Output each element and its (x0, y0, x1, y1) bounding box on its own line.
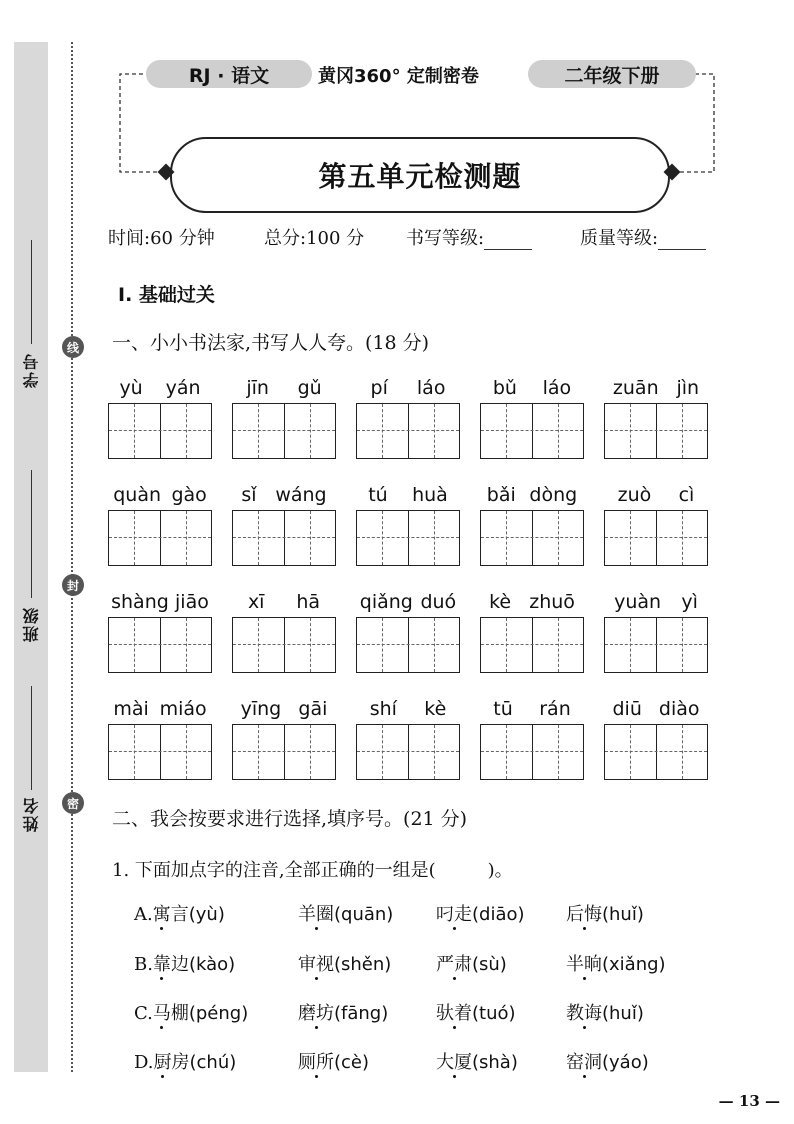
writing-box[interactable] (604, 617, 708, 673)
pinyin: pí (370, 377, 388, 399)
option-word (566, 900, 644, 926)
writing-box[interactable] (356, 403, 460, 459)
guide-line-v (434, 404, 435, 458)
guide-line-h (109, 430, 211, 431)
guide-line-v (134, 725, 135, 779)
grade-tag: 二年级下册 (528, 60, 696, 88)
pinyin: diū (612, 698, 642, 720)
pinyin: mài (113, 698, 149, 720)
dotted-word: 审视 (298, 954, 334, 975)
pinyin: (sù) (472, 954, 507, 975)
dotted-char: 寓 (152, 904, 171, 925)
dotted-word: 羊圈 (298, 904, 334, 925)
pinyin: yù (119, 377, 143, 399)
dotted-word: 教诲 (566, 1003, 602, 1024)
pinyin: (chú) (189, 1052, 237, 1073)
option-c[interactable] (134, 999, 248, 1025)
guide-line-v (310, 618, 311, 672)
pinyin: (fāng) (334, 1003, 389, 1024)
guide-line-h (481, 430, 583, 431)
writing-box[interactable] (108, 510, 212, 566)
guide-line-v (134, 618, 135, 672)
dotted-word: 厕所 (298, 1052, 334, 1073)
class-line (31, 470, 32, 598)
pinyin: jìn (676, 377, 700, 399)
guide-line-h (605, 430, 707, 431)
pinyin-pair (356, 591, 460, 613)
guide-line-h (481, 751, 583, 752)
word-char: 言 (170, 904, 189, 925)
option-d[interactable] (134, 1048, 236, 1074)
writing-box[interactable] (232, 724, 336, 780)
guide-line-h (481, 537, 583, 538)
guide-line-v (630, 618, 631, 672)
writing-box[interactable] (480, 403, 584, 459)
pinyin: shí (369, 698, 397, 720)
guide-line-v (134, 404, 135, 458)
pinyin: bǎi (486, 484, 516, 506)
pinyin: quàn (113, 484, 162, 506)
writing-grade (406, 224, 532, 250)
pinyin: kè (489, 591, 512, 613)
quality-grade (580, 224, 706, 250)
pinyin: sǐ (241, 484, 257, 506)
exam-time: 时间:60 分钟 (108, 228, 215, 249)
pinyin: jīn (246, 377, 269, 399)
writing-box[interactable] (480, 510, 584, 566)
guide-line-v (382, 511, 383, 565)
guide-line-v (506, 725, 507, 779)
guide-line-v (558, 511, 559, 565)
guide-line-h (357, 751, 459, 752)
q1-heading: 一、小小书法家,书写人人夸。(18 分) (112, 332, 430, 354)
pinyin-pair (356, 698, 460, 720)
guide-line-v (682, 404, 683, 458)
pinyin: zhuō (529, 591, 575, 613)
pinyin: (péng) (188, 1003, 249, 1024)
guide-line-v (186, 618, 187, 672)
guide-line-v (258, 725, 259, 779)
guide-line-v (682, 618, 683, 672)
dotted-word: 严肃 (436, 954, 472, 975)
pinyin-pair (108, 484, 212, 506)
page-title: 第五单元检测题 (170, 137, 670, 213)
seal-line: 线 (62, 336, 84, 358)
option-letter: A. (134, 904, 153, 925)
pinyin: rán (539, 698, 571, 720)
pinyin: bǔ (492, 377, 517, 399)
part-heading: Ⅰ. 基础过关 (118, 284, 215, 306)
writing-box[interactable] (604, 724, 708, 780)
pinyin: gào (171, 484, 207, 506)
option-word (436, 1048, 518, 1074)
pinyin-pair (232, 484, 336, 506)
option-word (566, 1048, 649, 1074)
guide-line-v (382, 725, 383, 779)
seal-seal: 封 (62, 574, 84, 596)
option-b[interactable] (134, 950, 235, 976)
writing-box[interactable] (356, 617, 460, 673)
name-label: 姓名 (22, 796, 41, 832)
pinyin: tū (493, 698, 513, 720)
guide-line-v (682, 511, 683, 565)
guide-line-v (630, 511, 631, 565)
guide-line-h (233, 430, 335, 431)
guide-line-v (558, 404, 559, 458)
pinyin: yì (681, 591, 698, 613)
dotted-word: 窑洞 (566, 1052, 602, 1073)
option-word (298, 999, 388, 1025)
pinyin-pair (232, 591, 336, 613)
pinyin: gāi (298, 698, 328, 720)
guide-line-h (357, 644, 459, 645)
guide-line-v (630, 725, 631, 779)
option-word (436, 950, 507, 976)
guide-line-v (558, 618, 559, 672)
guide-line-v (310, 511, 311, 565)
dotted-char: 厨 (153, 1052, 172, 1073)
dotted-word: 驮着 (436, 1003, 472, 1024)
guide-line-v (558, 725, 559, 779)
student-id-label: 学号 (22, 352, 41, 388)
q2-heading: 二、我会按要求进行选择,填序号。(21 分) (112, 808, 468, 830)
writing-box[interactable] (604, 403, 708, 459)
subject-tag: RJ · 语文 (146, 60, 312, 88)
dotted-char: 马 (152, 1003, 171, 1024)
q2-1-text-end: )。 (487, 860, 513, 881)
guide-line-v (382, 618, 383, 672)
guide-line-v (434, 725, 435, 779)
dotted-word: 后悔 (566, 904, 602, 925)
option-word (298, 1048, 369, 1074)
pinyin: duó (420, 591, 457, 613)
pinyin-pair (480, 698, 584, 720)
guide-line-h (109, 751, 211, 752)
guide-line-v (258, 404, 259, 458)
guide-line-h (605, 751, 707, 752)
pinyin: xī (247, 591, 265, 613)
guide-line-v (186, 511, 187, 565)
guide-line-h (605, 644, 707, 645)
quality-grade-blank[interactable] (658, 233, 706, 250)
dotted-word: 大厦 (436, 1052, 472, 1073)
dotted-word: 叼走 (436, 904, 472, 925)
student-id-line (31, 240, 32, 344)
guide-line-v (434, 618, 435, 672)
pinyin-pair (604, 698, 708, 720)
pinyin-pair (108, 377, 212, 399)
guide-line-v (258, 618, 259, 672)
pinyin: (xiǎng) (602, 954, 666, 975)
pinyin: cì (678, 484, 695, 506)
writing-box[interactable] (108, 724, 212, 780)
pinyin: láo (416, 377, 446, 399)
pinyin: qiǎng (359, 591, 413, 613)
option-letter: C. (134, 1003, 153, 1024)
name-line (31, 686, 32, 790)
quality-grade-label: 质量等级: (580, 228, 659, 249)
pinyin: (huǐ) (602, 1003, 644, 1024)
pinyin: yán (165, 377, 201, 399)
pinyin: (cè) (334, 1052, 370, 1073)
guide-line-h (357, 537, 459, 538)
pinyin: kè (424, 698, 447, 720)
guide-line-v (186, 404, 187, 458)
pinyin: gǔ (297, 377, 322, 399)
guide-line-v (506, 618, 507, 672)
guide-line-v (186, 725, 187, 779)
writing-box[interactable] (356, 724, 460, 780)
word-char: 房 (171, 1052, 190, 1073)
guide-line-h (233, 537, 335, 538)
pinyin-pair (232, 698, 336, 720)
option-word (566, 999, 644, 1025)
pinyin: yīng (240, 698, 282, 720)
writing-box[interactable] (232, 510, 336, 566)
option-letter: B. (134, 954, 153, 975)
seal-secret: 密 (62, 792, 84, 814)
writing-box[interactable] (356, 510, 460, 566)
guide-line-v (506, 404, 507, 458)
pinyin: (tuó) (472, 1003, 516, 1024)
writing-box[interactable] (108, 403, 212, 459)
pinyin: shàng (111, 591, 169, 613)
writing-box[interactable] (108, 617, 212, 673)
option-word (298, 900, 393, 926)
pinyin: (yù) (188, 904, 225, 925)
writing-grade-label: 书写等级: (406, 228, 485, 249)
pinyin: hā (296, 591, 321, 613)
writing-box[interactable] (480, 617, 584, 673)
guide-line-v (630, 404, 631, 458)
option-a[interactable] (134, 900, 225, 926)
option-word (436, 900, 525, 926)
guide-line-v (434, 511, 435, 565)
pinyin-pair (604, 377, 708, 399)
guide-line-v (382, 404, 383, 458)
dotted-word: 磨坊 (298, 1003, 334, 1024)
pinyin-pair (604, 484, 708, 506)
q2-1-question (112, 856, 513, 882)
option-word (298, 950, 391, 976)
guide-line-h (481, 644, 583, 645)
writing-box[interactable] (232, 617, 336, 673)
pinyin: jiāo (175, 591, 209, 613)
pinyin: miáo (159, 698, 207, 720)
guide-line-h (357, 430, 459, 431)
writing-box[interactable] (604, 510, 708, 566)
pinyin: diào (658, 698, 700, 720)
pinyin-pair (108, 698, 212, 720)
pinyin-pair (108, 591, 212, 613)
pinyin: tú (368, 484, 388, 506)
pinyin: (shà) (472, 1052, 518, 1073)
pinyin: huà (412, 484, 448, 506)
pinyin-pair (480, 377, 584, 399)
pinyin: (kào) (188, 954, 236, 975)
guide-line-v (134, 511, 135, 565)
writing-grade-blank[interactable] (484, 233, 532, 250)
pinyin: yuàn (614, 591, 662, 613)
class-label: 班级 (22, 606, 41, 642)
option-letter: D. (134, 1052, 154, 1073)
writing-box[interactable] (232, 403, 336, 459)
guide-line-h (233, 644, 335, 645)
word-char: 棚 (170, 1003, 189, 1024)
exam-total: 总分:100 分 (264, 228, 365, 249)
guide-line-v (310, 404, 311, 458)
word-char: 边 (170, 954, 189, 975)
dotted-word: 半晌 (566, 954, 602, 975)
pinyin-pair (356, 377, 460, 399)
pinyin: láo (542, 377, 572, 399)
pinyin: (quān) (334, 904, 394, 925)
pinyin: zuān (612, 377, 659, 399)
pinyin-pair (480, 591, 584, 613)
pinyin-pair (480, 484, 584, 506)
guide-line-v (682, 725, 683, 779)
pinyin: (yáo) (602, 1052, 649, 1073)
pinyin-pair (356, 484, 460, 506)
pinyin: (diāo) (472, 904, 525, 925)
pinyin: (shěn) (334, 954, 392, 975)
writing-box[interactable] (480, 724, 584, 780)
guide-line-h (605, 537, 707, 538)
pinyin: zuò (617, 484, 652, 506)
guide-line-h (109, 537, 211, 538)
pinyin-pair (232, 377, 336, 399)
pinyin: dòng (529, 484, 578, 506)
guide-line-v (258, 511, 259, 565)
guide-line-h (109, 644, 211, 645)
guide-line-v (310, 725, 311, 779)
series-name: 黄冈360° 定制密卷 (318, 66, 479, 87)
q2-1-text: 1. 下面加点字的注音,全部正确的一组是( (112, 860, 436, 881)
guide-line-h (233, 751, 335, 752)
dotted-char: 靠 (152, 954, 171, 975)
guide-line-v (506, 511, 507, 565)
pinyin: wáng (275, 484, 327, 506)
pinyin: (huǐ) (602, 904, 644, 925)
option-word (436, 999, 516, 1025)
pinyin-pair (604, 591, 708, 613)
option-word (566, 950, 666, 976)
page-number: — 13 — (718, 1092, 780, 1110)
